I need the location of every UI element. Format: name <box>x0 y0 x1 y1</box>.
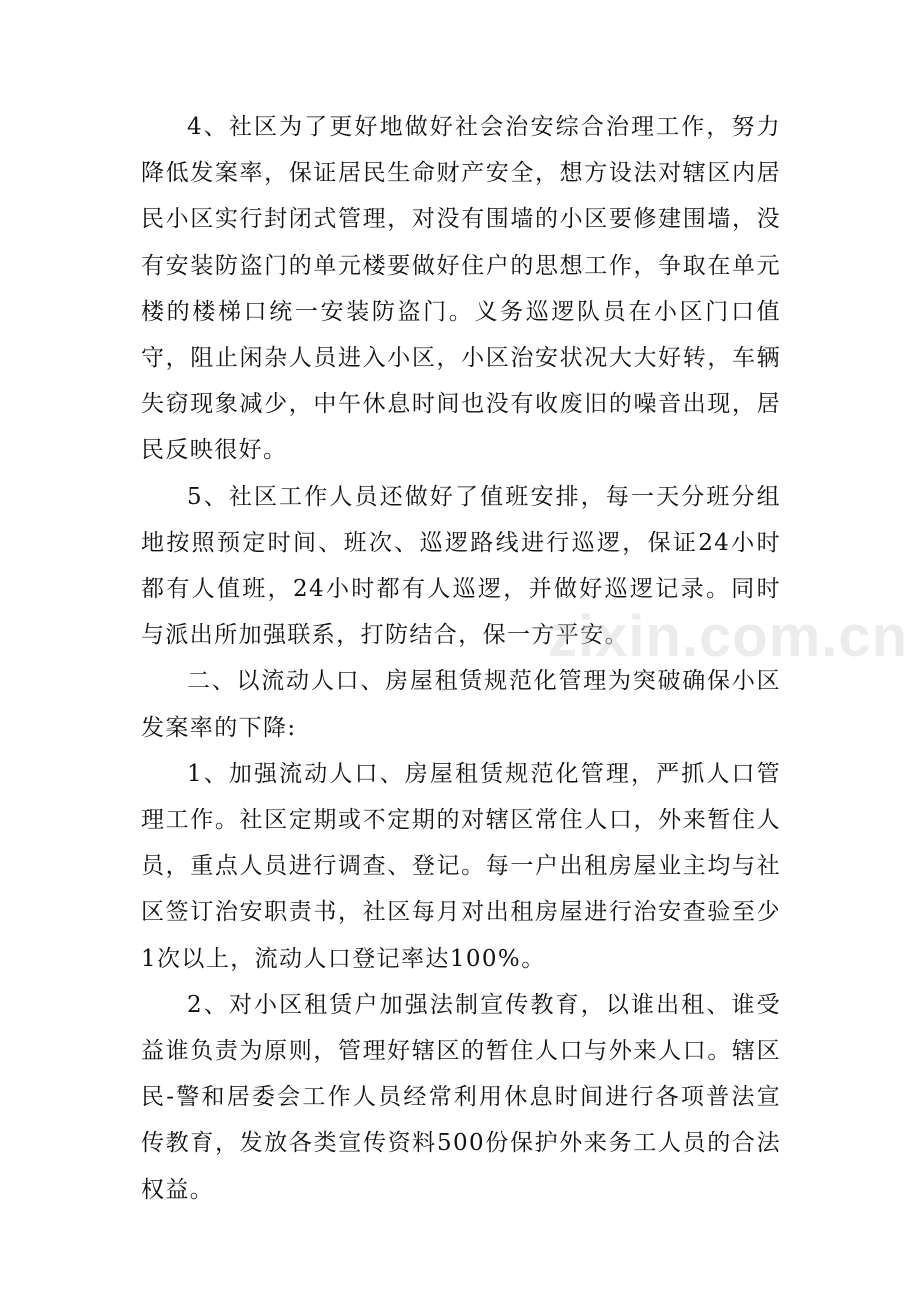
paragraph-item-2: 2、对小区租赁户加强法制宣传教育，以谁出租、谁受益谁负责为原则，管理好辖区的暂住人口与外来人口。辖区民-警和居委会工作人员经常利用休息时间进行各项普法宣传教育，发放各类宣传资料500份保护外来务工人员的合法权益。 <box>141 991 781 1203</box>
section-heading-2: 二、以流动人口、房屋租赁规范化管理为突破确保小区发案率的下降: <box>141 668 781 741</box>
paragraph-item-5: 5、社区工作人员还做好了值班安排，每一天分班分组地按照预定时间、班次、巡逻路线进行巡逻，保证24小时都有人值班，24小时都有人巡逻，并做好巡逻记录。同时与派出所加强联系，打防结合，保一方平安。 <box>141 483 781 649</box>
paragraph-item-1: 1、加强流动人口、房屋租赁规范化管理，严抓人口管理工作。社区定期或不定期的对辖区常住人口，外来暂住人员，重点人员进行调查、登记。每一户出租房屋业主均与社区签订治安职责书，社区每月对出租房屋进行治安查验至少1次以上，流动人口登记率达100%。 <box>141 760 781 972</box>
paragraph-item-4: 4、社区为了更好地做好社会治安综合治理工作，努力降低发案率，保证居民生命财产安全，想方设法对辖区内居民小区实行封闭式管理，对没有围墙的小区要修建围墙，没有安装防盗门的单元楼要做好住户的思想工作，争取在单元楼的楼梯口统一安装防盗门。义务巡逻队员在小区门口值守，阻止闲杂人员进入小区，小区治安状况大大好转，车辆失窃现象减少，中午休息时间也没有收废旧的噪音出现，居民反映很好。 <box>141 114 781 464</box>
watermark: zixin.com.cn <box>548 604 909 669</box>
document-body <box>141 104 781 1213</box>
